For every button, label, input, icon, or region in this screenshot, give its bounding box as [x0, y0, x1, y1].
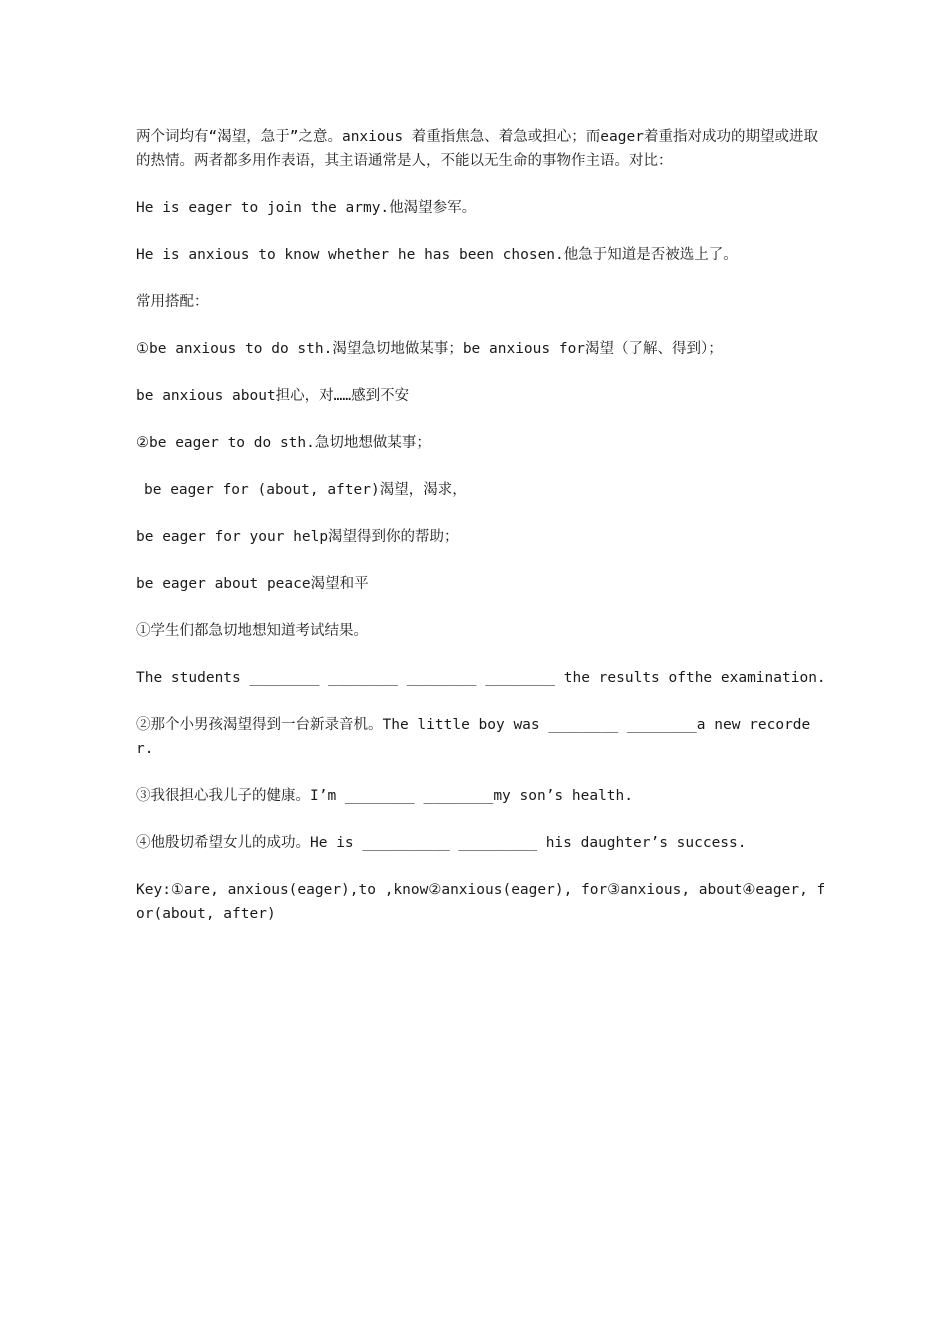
collocation-anxious-about: be anxious about担心，对……感到不安 — [136, 388, 410, 404]
document-body — [136, 125, 826, 949]
collocation-eager-for: be eager for (about, after)渴望，渴求， — [144, 482, 467, 498]
example-anxious-sentence: He is anxious to know whether he has been chosen.他急于知道是否被选上了。 — [136, 247, 738, 263]
exercise-2: ②那个小男孩渴望得到一台新录音机。The little boy was ________ ________a new recorder. — [136, 717, 811, 757]
exercise-1-sentence: The students ________ ________ ________ ________ the results ofthe examination. — [136, 670, 826, 686]
exercise-1-prompt: ①学生们都急切地想知道考试结果。 — [136, 623, 368, 639]
example-eager-sentence: He is eager to join the army.他渴望参军。 — [136, 200, 477, 216]
answer-key: Key:①are, anxious(eager),to ,know②anxious(eager), for③anxious, about④eager, for(about, after) — [136, 882, 826, 922]
exercise-4: ④他殷切希望女儿的成功。He is __________ _________ his daughter’s success. — [136, 835, 747, 851]
collocation-eager-for-help: be eager for your help渴望得到你的帮助； — [136, 529, 459, 545]
collocation-anxious-to: ①be anxious to do sth.渴望急切地做某事；be anxious for渴望（了解、得到）； — [136, 341, 723, 357]
collocation-eager-to: ②be eager to do sth.急切地想做某事； — [136, 435, 431, 451]
collocations-heading: 常用搭配： — [136, 294, 209, 310]
intro-paragraph: 两个词均有“渴望，急于”之意。anxious 着重指焦急、着急或担心；而eager着重指对成功的期望或进取的热情。两者都多用作表语，其主语通常是人，不能以无生命的事物作主语。对比： — [136, 129, 818, 169]
exercise-3: ③我很担心我儿子的健康。I’m ________ ________my son’s health. — [136, 788, 633, 804]
collocation-eager-about-peace: be eager about peace渴望和平 — [136, 576, 369, 592]
